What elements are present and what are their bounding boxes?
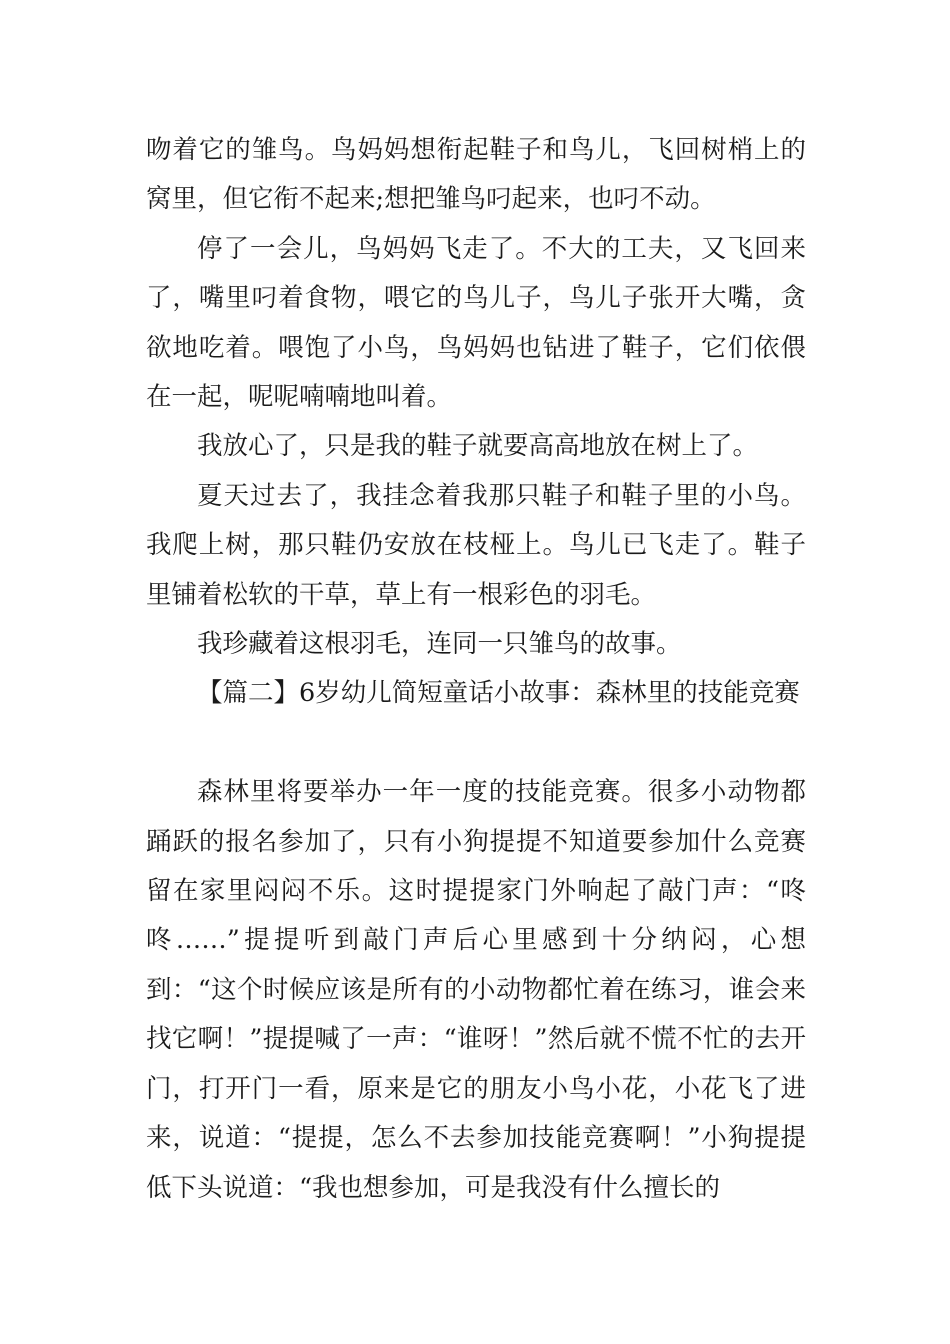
paragraph-1: 吻着它的雏鸟。鸟妈妈想衔起鞋子和鸟儿，飞回树梢上的窝里，但它衔不起来;想把雏鸟叼起来，也叼不动。: [146, 135, 806, 215]
paragraph-5: 我珍藏着这根羽毛，连同一只雏鸟的故事。: [197, 629, 682, 660]
paragraph-3: 我放心了，只是我的鞋子就要高高地放在树上了。: [197, 431, 759, 462]
paragraph-2: 停了一会儿，鸟妈妈飞走了。不大的工夫，又飞回来了，嘴里叼着食物，喂它的鸟儿子，鸟儿子张开大嘴，贪欲地吃着。喂饱了小鸟，鸟妈妈也钻进了鞋子，它们依偎在一起，呢呢喃喃地叫着。: [146, 233, 806, 413]
document-body: [146, 126, 806, 1213]
blank-line: [146, 719, 806, 768]
section-heading: 【篇二】6岁幼儿简短童话小故事：森林里的技能竞赛: [197, 678, 800, 709]
paragraph-4: 夏天过去了，我挂念着我那只鞋子和鞋子里的小鸟。我爬上树，那只鞋仍安放在枝桠上。鸟儿已飞走了。鞋子里铺着松软的干草，草上有一根彩色的羽毛。: [146, 480, 806, 610]
paragraph-6: 森林里将要举办一年一度的技能竞赛。很多小动物都踊跃的报名参加了，只有小狗提提不知道要参加什么竞赛留在家里闷闷不乐。这时提提家门外响起了敲门声：“咚咚……”提提听到敲门声后心里感到十分纳闷，心想到：“这个时候应该是所有的小动物都忙着在练习，谁会来找它啊！”提提喊了一声：“谁呀！”然后就不慌不忙的去开门，打开门一看，原来是它的朋友小鸟小花，小花飞了进来，说道：“提提，怎么不去参加技能竞赛啊！”小狗提提低下头说道：“我也想参加，可是我没有什么擅长的: [146, 777, 806, 1203]
